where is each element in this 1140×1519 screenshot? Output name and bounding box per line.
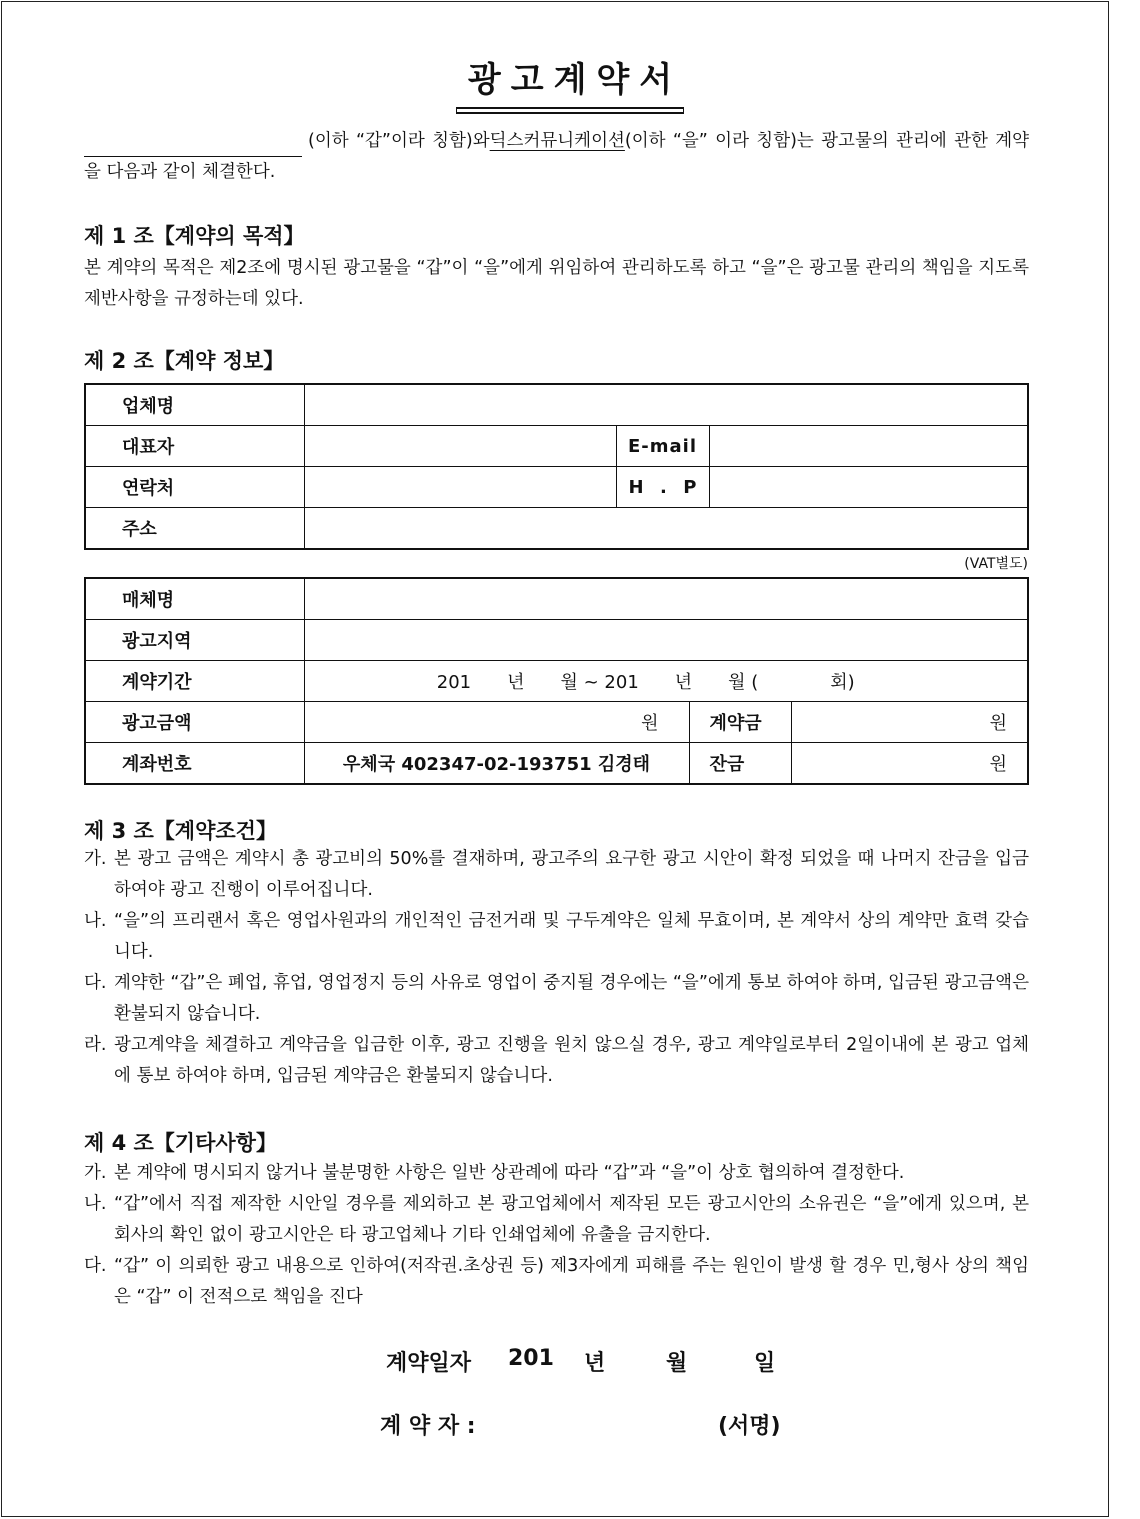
address-label: 주소 — [85, 508, 304, 550]
deposit-label: 계약금 — [689, 702, 791, 743]
signature-mark[interactable]: (서명) — [718, 1414, 781, 1439]
balance-field[interactable]: 원 — [791, 743, 1028, 785]
period-field[interactable]: 201 년 월 ~ 201 년 월 ( 회) — [304, 661, 1028, 702]
region-field[interactable] — [304, 620, 1028, 661]
party-a-blank[interactable] — [84, 136, 302, 157]
representative-field[interactable] — [304, 426, 616, 467]
email-label: E-mail — [616, 426, 709, 467]
article2-heading: 제 2 조【계약 정보】 — [84, 349, 285, 373]
month-unit: 월 — [666, 1351, 688, 1376]
amount-field[interactable]: 원 — [304, 702, 689, 743]
amount-label: 광고금액 — [85, 702, 304, 743]
list-item: 가. 본 광고 금액은 계약시 총 광고비의 50%를 결재하며, 광고주의 요구한 광고 시안이 확정 되었을 때 나머지 잔금을 입금하여야 광고 진행이 이루어집니다. — [84, 849, 1029, 900]
list-item: 나. “을”의 프리랜서 혹은 영업사원과의 개인적인 금전거래 및 구두계약은 일체 무효이며, 본 계약서 상의 계약만 효력 갖습니다. — [84, 911, 1029, 962]
balance-label: 잔금 — [689, 743, 791, 785]
company-field[interactable] — [304, 384, 1028, 426]
list-item: 다. “갑” 이 의뢰한 광고 내용으로 인하여(저작권.초상권 등) 제3자에게 피해를 주는 원인이 발생 할 경우 민,형사 상의 책임은 “갑” 이 전적으로 책임을 진다 — [84, 1256, 1029, 1307]
company-name: 딕스커뮤니케이션 — [489, 131, 625, 151]
contract-date-label: 계약일자 — [386, 1351, 472, 1376]
contact-field[interactable] — [304, 467, 616, 508]
day-unit: 일 — [754, 1351, 776, 1376]
deposit-field[interactable]: 원 — [791, 702, 1028, 743]
contract-year[interactable]: 201 — [508, 1346, 554, 1371]
article1-heading: 제 1 조【계약의 목적】 — [84, 224, 305, 248]
vat-note: (VAT별도) — [964, 556, 1028, 572]
media-field[interactable] — [304, 578, 1028, 620]
article3-heading: 제 3 조【계약조건】 — [84, 819, 277, 843]
list-item: 나. “갑”에서 직접 제작한 시안일 경우를 제외하고 본 광고업체에서 제작된 모든 광고시안의 소유권은 “을”에게 있으며, 본 회사의 확인 없이 광고시안은 타 광고업체나 기타 인쇄업체에 유출을 금지한다. — [84, 1194, 1029, 1245]
address-field[interactable] — [304, 508, 1028, 550]
media-label: 매체명 — [85, 578, 304, 620]
email-field[interactable] — [709, 426, 1028, 467]
document-title: 광고계약서 — [0, 52, 1140, 109]
year-unit: 년 — [584, 1351, 606, 1376]
company-label: 업체명 — [85, 384, 304, 426]
article4-list — [84, 1158, 1029, 1313]
list-item: 라. 광고계약을 체결하고 계약금을 입금한 이후, 광고 진행을 원치 않으실 경우, 광고 계약일로부터 2일이내에 본 광고 업체에 통보 하여야 하며, 입금된 계약금은 환불되지 않습니다. — [84, 1035, 1029, 1086]
hp-field[interactable] — [709, 467, 1028, 508]
list-item: 다. 계약한 “갑”은 폐업, 휴업, 영업정지 등의 사유로 영업이 중지될 경우에는 “을”에게 통보 하여야 하며, 입금된 광고금액은 환불되지 않습니다. — [84, 973, 1029, 1024]
article1-text: 본 계약의 목적은 제2조에 명시된 광고물을 “갑”이 “을”에게 위임하여 관리하도록 하고 “을”은 광고물 관리의 책임을 지도록 제반사항을 규정하는데 있다. — [84, 258, 1029, 309]
signer-label: 계 약 자 : — [380, 1414, 476, 1439]
intro-paragraph: (이하 “갑”이라 칭함)와딕스커뮤니케이션(이하 “을” 이라 칭함)는 광고물의 관리에 관한 계약을 다음과 같이 체결한다. — [84, 131, 1029, 182]
company-info-table — [84, 383, 1029, 550]
region-label: 광고지역 — [85, 620, 304, 661]
representative-label: 대표자 — [85, 426, 304, 467]
contact-label: 연락처 — [85, 467, 304, 508]
contract-info-table — [84, 577, 1029, 785]
hp-label: H . P — [616, 467, 709, 508]
account-label: 계좌번호 — [85, 743, 304, 785]
article4-heading: 제 4 조【기타사항】 — [84, 1131, 277, 1155]
period-label: 계약기간 — [85, 661, 304, 702]
account-value: 우체국 402347-02-193751 김경태 — [304, 743, 689, 785]
list-item: 가. 본 계약에 명시되지 않거나 불분명한 사항은 일반 상관례에 따라 “갑”과 “을”이 상호 협의하여 결정한다. — [84, 1163, 905, 1183]
article3-list — [84, 844, 1029, 1092]
